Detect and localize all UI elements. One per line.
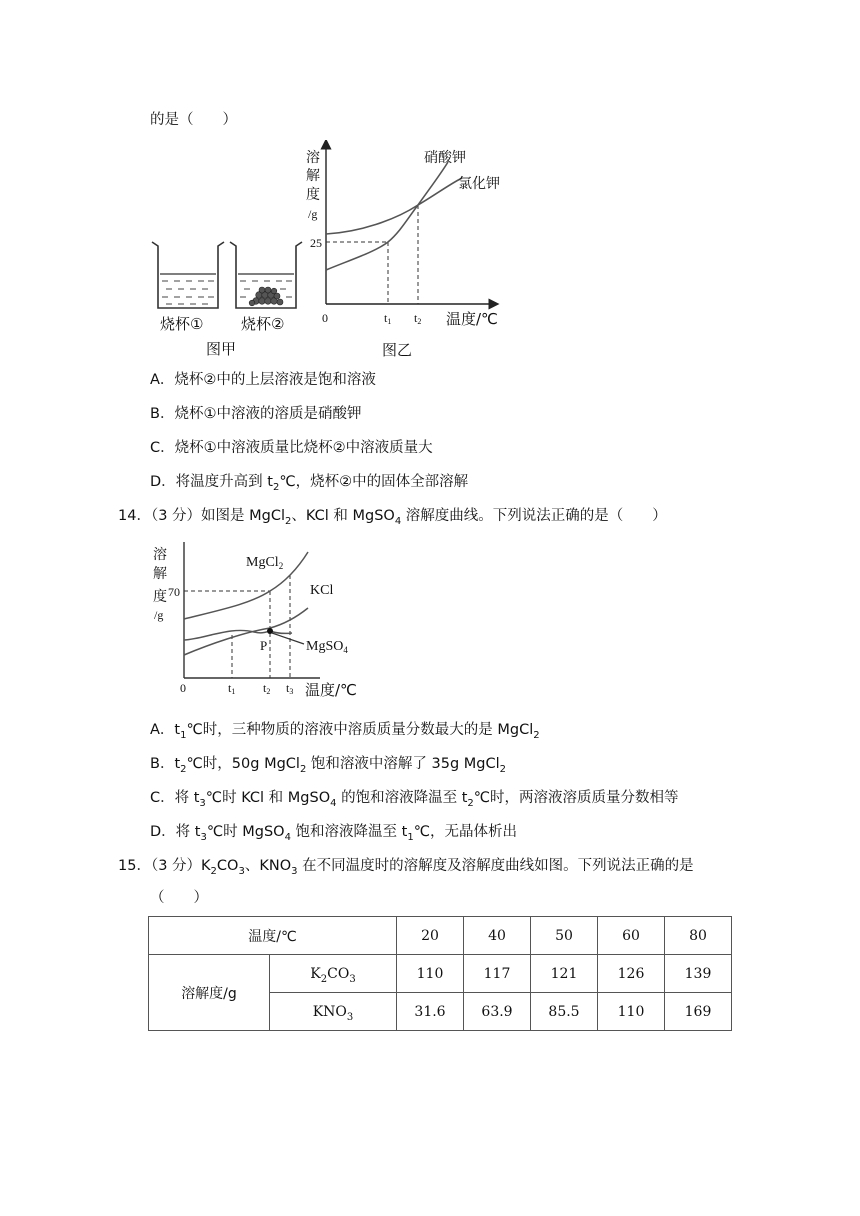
q14-option-a: A．$t_1℃$时，三种物质的溶液中溶质质量分数最大的是 MgCl$_2$ [150,722,540,741]
q14-stem: 14．（3 分）如图是 MgCl$_2$、KCl 和 MgSO$_4$ 溶解度曲线。下列说法正确的是（ ） [118,508,667,527]
q15-stem: 15．（3 分）$K_2CO_3$、$KNO_3$ 在不同温度时的溶解度及溶解度曲线如图。下列说法正确的是 [118,858,694,877]
y-label-1: 溶 [153,547,167,563]
label-kcl: KCl [310,583,334,598]
temp-cell: 50 [531,917,598,955]
q14-option-c: C．将 $t_3℃$时 KCl 和 MgSO$_4$ 的饱和溶液降温至 $t_2℃$时，两溶液溶质质量分数相等 [150,790,679,809]
q13-option-a: A．烧杯②中的上层溶液是饱和溶液 [150,372,376,388]
y-label-4: /g [154,608,164,622]
value-cell: 117 [464,955,531,993]
beaker-2-label: 烧杯② [241,315,285,333]
label-mgcl2: MgCl$_2$ [246,555,284,571]
tick-t3: t3 [286,681,294,696]
x-label: 温度/℃ [305,681,357,699]
q14-option-b: B．$t_2℃$时，50g MgCl$_2$ 饱和溶液中溶解了 35g MgCl$_2$ [150,756,507,775]
tick-70: 70 [168,585,180,599]
solubility-table [148,916,732,1031]
value-cell: 121 [531,955,598,993]
tick-t1: t1 [384,311,392,326]
label-point-p: P [260,638,268,653]
tick-t2: t2 [263,681,271,696]
tick-t1: t1 [228,681,236,696]
substance-cell: $KNO_3$ [270,993,397,1031]
y-label-2: 解 [306,168,320,184]
temp-cell: 80 [665,917,732,955]
beaker-1 [152,242,224,308]
table-row [149,955,732,993]
figure-jia [148,236,308,362]
value-cell: 63.9 [464,993,531,1031]
value-cell: 139 [665,955,732,993]
value-cell: 110 [397,955,464,993]
value-cell: 169 [665,993,732,1031]
figure-jia-caption: 图甲 [206,340,237,358]
temp-cell: 40 [464,917,531,955]
q13-option-d: D．将温度升高到 $t_2℃$，烧杯②中的固体全部溶解 [150,474,469,493]
x-label: 温度/℃ [446,310,498,328]
tick-25: 25 [310,236,322,250]
q13-stem-tail: 的是（ ） [150,112,237,128]
curve-kcl [326,178,462,234]
y-label-4: /g [308,207,318,221]
curve-kno3 [326,162,448,270]
temp-header-cell: 温度/℃ [149,917,397,955]
substance-cell: $K_2CO_3$ [270,955,397,993]
mgso4-pointer [272,633,304,644]
undissolved-solid [249,287,283,306]
q14-solubility-chart [150,540,370,702]
value-cell: 110 [598,993,665,1031]
label-kno3: 硝酸钾 [424,150,466,166]
figure-yi-chart [300,140,510,362]
tick-t2: t2 [414,311,422,326]
origin-label: 0 [180,681,186,695]
value-cell: 126 [598,955,665,993]
table-header-row [149,917,732,955]
temp-cell: 60 [598,917,665,955]
solubility-label-cell: 溶解度/g [149,955,270,1031]
q14-option-d: D．将 $t_3℃$时 MgSO$_4$ 饱和溶液降温至 $t_1℃$，无晶体析出 [150,824,518,843]
q15-answer-paren: （ ） [150,890,208,906]
label-kcl: 氯化钾 [458,176,500,192]
y-label-3: 度 [306,187,320,203]
label-mgso4: MgSO$_4$ [306,639,348,655]
q13-option-c: C．烧杯①中溶液质量比烧杯②中溶液质量大 [150,440,433,456]
y-label-3: 度 [153,589,167,605]
q13-option-b: B．烧杯①中溶液的溶质是硝酸钾 [150,406,362,422]
temp-cell: 20 [397,917,464,955]
value-cell: 85.5 [531,993,598,1031]
beaker-1-label: 烧杯① [160,315,204,333]
y-label-2: 解 [153,566,167,582]
value-cell: 31.6 [397,993,464,1031]
beaker-2 [230,242,302,308]
y-label-1: 溶 [306,150,320,166]
figure-yi-caption: 图乙 [382,341,413,359]
origin-label: 0 [322,311,328,325]
